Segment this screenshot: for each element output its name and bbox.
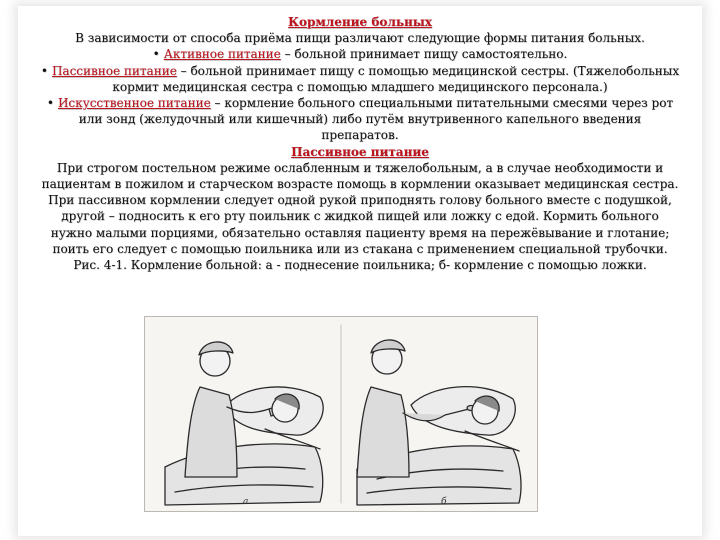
feeding-drawing xyxy=(145,317,537,511)
section-heading-text: Пассивное питание xyxy=(291,144,429,159)
bullet-icon: • xyxy=(46,96,54,111)
text-block xyxy=(40,14,680,273)
form-term-artificial: Искусственное питание xyxy=(57,96,211,111)
form-item-passive xyxy=(40,63,680,95)
form-item-artificial xyxy=(40,95,680,144)
section-heading xyxy=(40,144,680,160)
form-term-active: Активное питание xyxy=(163,47,281,62)
form-desc-artificial: – кормление больного специальными питательными смесями через рот или зонд (желудочный или кишечный) либо путём внутривенного капельного введения препаратов. xyxy=(78,96,674,143)
intro-text: В зависимости от способа приёма пищи различают следующие формы питания больных. xyxy=(75,31,645,46)
bullet-icon: • xyxy=(40,63,48,78)
section-body: При строгом постельном режиме ослабленным и тяжелобольным, а в случае необходимости и пациентам в пожилом и старческом возрасте помощь в кормлении оказывает медицинская сестра. При пассивном кормлении следует одной рукой приподнять голову больного вместе с подушкой, другой – подносить к его рту поильник с жидкой пищей или ложку с едой. Кормить больного нужно малыми порциями, обязательно оставляя пациенту время на пережёвывание и глотание; поить его следует с помощью поильника или из стакана с применением специальной трубочки. xyxy=(41,160,679,256)
page-title xyxy=(40,14,680,30)
figure-caption: Рис. 4-1. Кормление больной: а - поднесение поильника; б- кормление с помощью ложки. xyxy=(73,258,647,273)
title-text: Кормление больных xyxy=(288,15,432,29)
form-desc-active: – больной принимает пищу самостоятельно. xyxy=(280,47,568,62)
form-term-passive: Пассивное питание xyxy=(51,63,177,78)
figure-label-a: а xyxy=(243,497,249,507)
form-item-active xyxy=(40,46,680,62)
panel-b-drawing xyxy=(357,340,521,505)
form-desc-passive: – больной принимает пищу с помощью медицинской сестры. (Тяжелобольных кормит медицинская сестра с помощью младшего медицинского персонала.) xyxy=(112,63,680,94)
bullet-icon: • xyxy=(152,47,160,62)
feeding-illustration xyxy=(144,316,538,512)
panel-a-drawing xyxy=(165,342,323,505)
figure-label-b: б xyxy=(441,497,447,507)
